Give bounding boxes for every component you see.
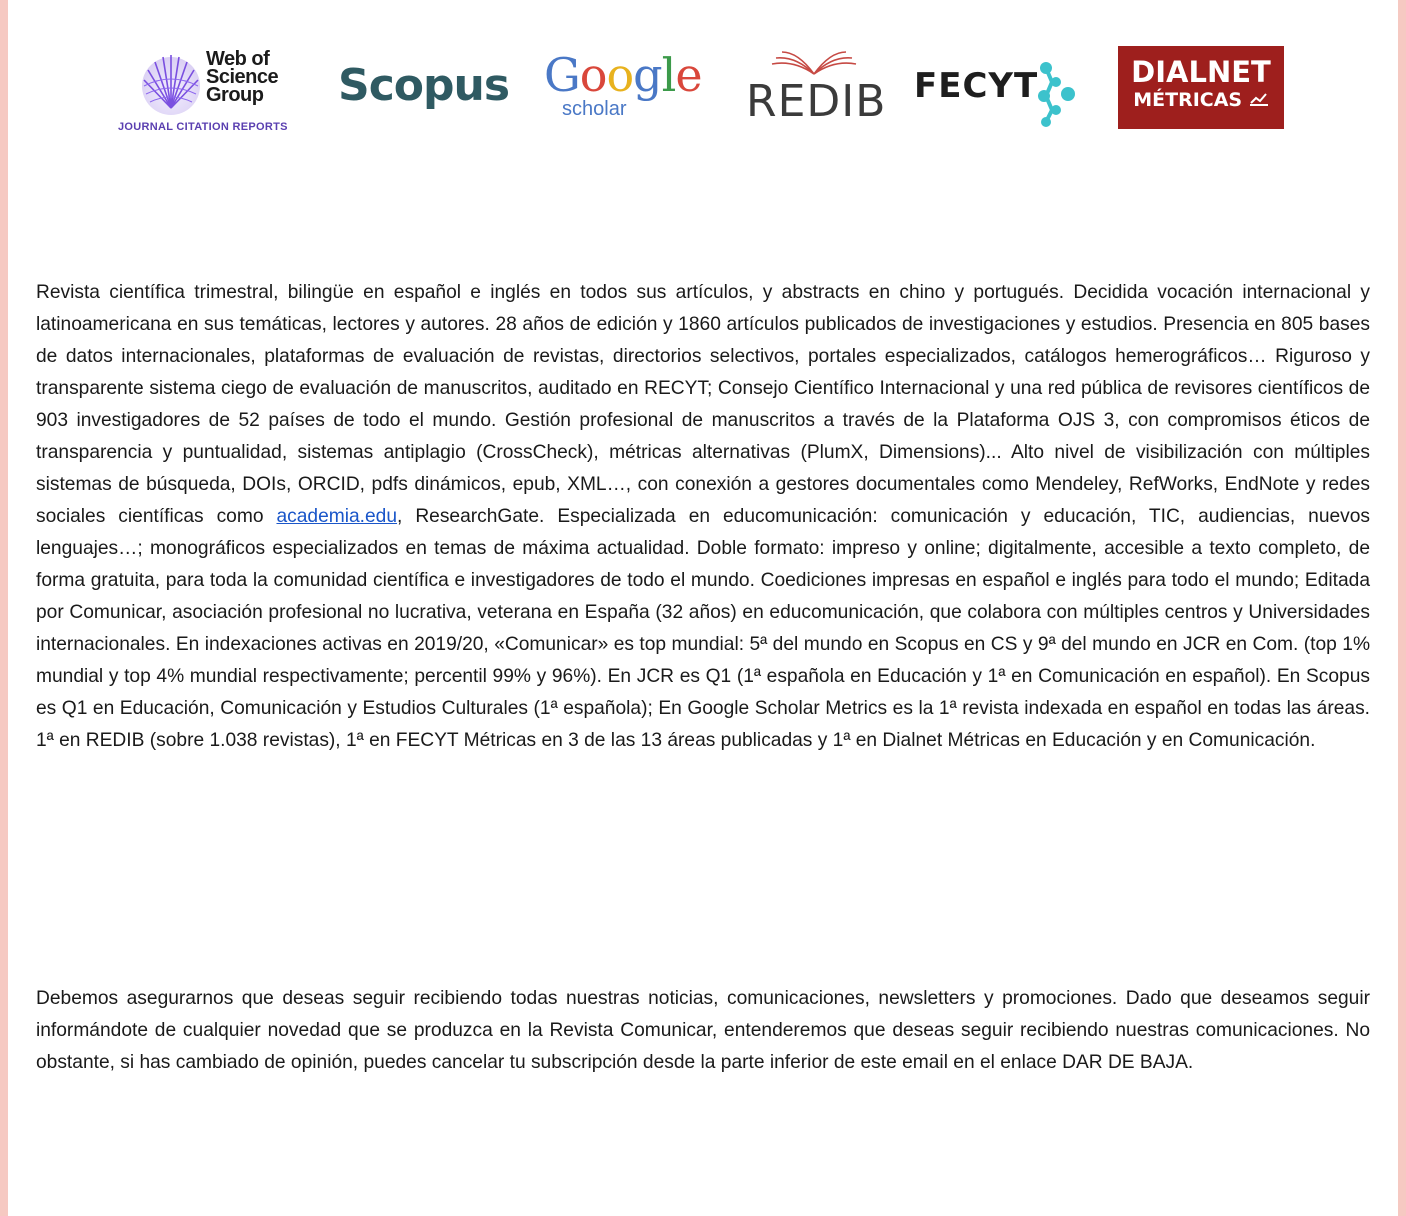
metricas-word: MÉTRICAS — [1118, 88, 1284, 112]
email-body — [8, 0, 1398, 1216]
wos-globe-icon — [138, 50, 204, 116]
subscription-notice-paragraph: Debemos asegurarnos que deseas seguir recibiendo todas nuestras noticias, comunicaciones, newsletters y promociones. Dado que deseamos seguir informándote de cualquier novedad que se produzca en la Revista Comunicar, entenderemos que deseas seguir recibiendo nuestras comunicaciones. No obstante, si has cambiado de opinión, puedes cancelar tu subscripción desde la parte inferior de este email en el enlace DAR DE BAJA. — [36, 988, 1370, 1073]
google-word: Google — [544, 48, 702, 102]
web-of-science-logo — [116, 46, 316, 138]
fecyt-word: FECYT — [914, 66, 1039, 106]
wos-title: Web of Science Group — [206, 48, 279, 106]
indexing-logos-row — [8, 0, 1398, 150]
description-text-part2: , ResearchGate. Especializada en educomunicación: comunicación y educación, TIC, audiencias, nuevos lenguajes…; monográficos especializados en temas de máxima actualidad. Doble formato: impreso y online; digitalmente, accesible a texto completo, de forma gratuita, para toda la comunidad científica e investigadores de todo el mundo. Coediciones impresas en español e inglés para todo el mundo; Editada por Comunicar, asociación profesional no lucrativa, veterana en España (32 años) en educomunicación, que colabora con múltiples centros y Universidades internacionales. En indexaciones activas en 2019/20, «Comunicar» es top mundial: 5ª del mundo en Scopus en CS y 9ª del mundo en JCR en Com. (top 1% mundial y top 4% mundial respectivamente; percentil 99% y 96%). En JCR es Q1 (1ª española en Educación y 1ª en Comunicación en español). En Scopus es Q1 en Educación, Comunicación y Estudios Culturales (1ª española); En Google Scholar Metrics es la 1ª revista indexada en español en todas las áreas. 1ª en REDIB (sobre 1.038 revistas), 1ª en FECYT Métricas en 3 de las 13 áreas publicadas y 1ª en Dialnet Métricas en Educación y en Comunicación. — [36, 506, 1371, 751]
description-text-part1: Revista científica trimestral, bilingüe en español e inglés en todos sus artículos, y abstracts en chino y portugués. Decidida vocación internacional y latinoamericana en sus temáticas, lectores y autores. 28 años de edición y 1860 artículos publicados de investigaciones y estudios. Presencia en 805 bases de datos internacionales, plataformas de evaluación de revistas, directorios selectivos, portales especializados, catálogos hemerográficos… Riguroso y transparente sistema ciego de evaluación de manuscritos, auditado en RECYT; Consejo Científico Internacional y una red pública de revisores científicos de 903 investigadores de 52 países de todo el mundo. Gestión profesional de manuscritos a través de la Plataforma OJS 3, con compromisos éticos de transparencia y puntualidad, sistemas antiplagio (CrossCheck), métricas alternativas (PlumX, Dimensions)... Alto nivel de visibilización con múltiples sistemas de búsqueda, DOIs, ORCID, pdfs dinámicos, epub, XML…, con conexión a gestores documentales como Mendeley, RefWorks, EndNote y redes sociales científicas como — [36, 282, 1370, 527]
dialnet-metricas-logo — [1118, 46, 1284, 129]
wos-subtitle: JOURNAL CITATION REPORTS — [118, 121, 288, 133]
fecyt-molecule-icon — [1032, 60, 1082, 130]
chart-trend-icon — [1249, 91, 1269, 107]
redib-word: REDIB — [746, 76, 887, 127]
journal-description-paragraph — [36, 277, 1370, 757]
redib-logo — [746, 48, 886, 128]
fecyt-logo — [914, 60, 1094, 130]
scopus-logo: Scopus — [338, 60, 510, 111]
google-scholar-logo — [544, 50, 714, 130]
dialnet-word: DIALNET — [1131, 55, 1271, 89]
academia-edu-link[interactable]: academia.edu — [276, 506, 398, 527]
open-book-icon — [764, 48, 864, 78]
scholar-word: scholar — [562, 98, 627, 120]
